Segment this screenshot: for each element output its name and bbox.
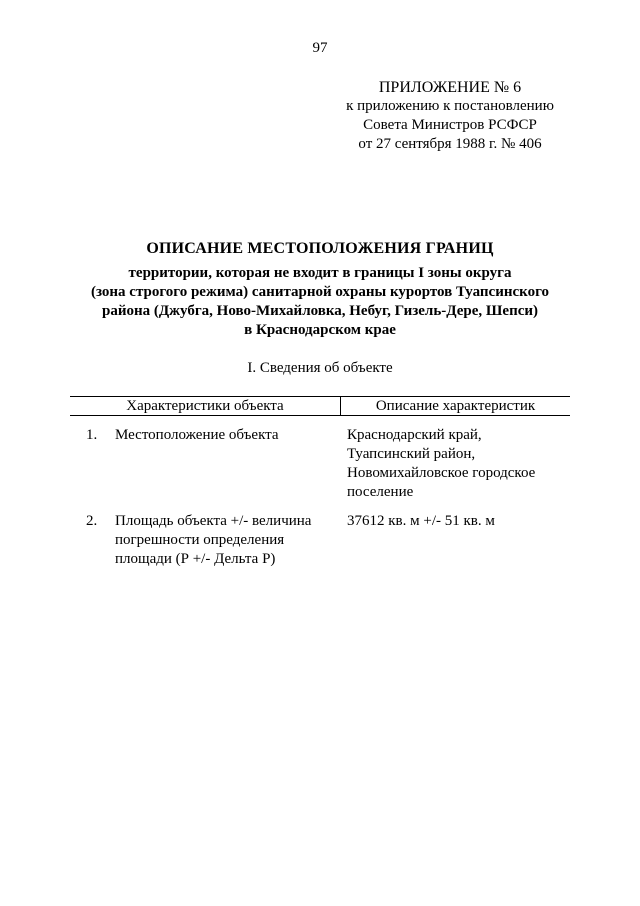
description-line: 37612 кв. м +/- 51 кв. м (347, 513, 495, 529)
table-row (70, 426, 570, 512)
subtitle-line: территории, которая не входит в границы I зоны округа (128, 265, 512, 281)
column-header-description: Описание характеристик (375, 398, 536, 414)
document-title: ОПИСАНИЕ МЕСТОПОЛОЖЕНИЯ ГРАНИЦ (146, 240, 494, 257)
row-description (347, 426, 567, 502)
document-subtitle (40, 264, 600, 340)
row-characteristic (115, 426, 335, 445)
appendix-line: Совета Министров РСФСР (363, 117, 537, 133)
subtitle-line: района (Джубга, Ново-Михайловка, Небуг, Гизель-Дере, Шепси) (101, 303, 539, 319)
row-number: 1. (86, 427, 98, 443)
row-number: 2. (86, 513, 98, 529)
characteristic-line: Местоположение объекта (115, 427, 279, 443)
description-line: поселение (347, 484, 414, 500)
subtitle-line: (зона строгого режима) санитарной охраны курортов Туапсинского (90, 284, 550, 300)
column-header-characteristics: Характеристики объекта (70, 397, 341, 415)
characteristic-line: Площадь объекта +/- величина (115, 513, 312, 529)
table-row (70, 512, 570, 582)
section-heading: I. Сведения об объекте (247, 360, 393, 376)
appendix-title: ПРИЛОЖЕНИЕ № 6 (378, 79, 522, 96)
row-description (347, 512, 567, 531)
characteristic-line: погрешности определения (115, 532, 285, 548)
object-info-table (70, 396, 570, 582)
appendix-line: от 27 сентября 1988 г. № 406 (358, 136, 542, 152)
appendix-block (330, 78, 570, 154)
page-number: 97 (312, 40, 328, 56)
description-line: Краснодарский край, (347, 427, 482, 443)
table-header (70, 396, 570, 416)
description-line: Туапсинский район, (347, 446, 476, 462)
characteristic-line: площади (Р +/- Дельта Р) (115, 551, 276, 567)
appendix-line: к приложению к постановлению (346, 98, 554, 114)
row-characteristic (115, 512, 335, 569)
description-line: Новомихайловское городское (347, 465, 536, 481)
subtitle-line: в Краснодарском крае (244, 322, 396, 338)
